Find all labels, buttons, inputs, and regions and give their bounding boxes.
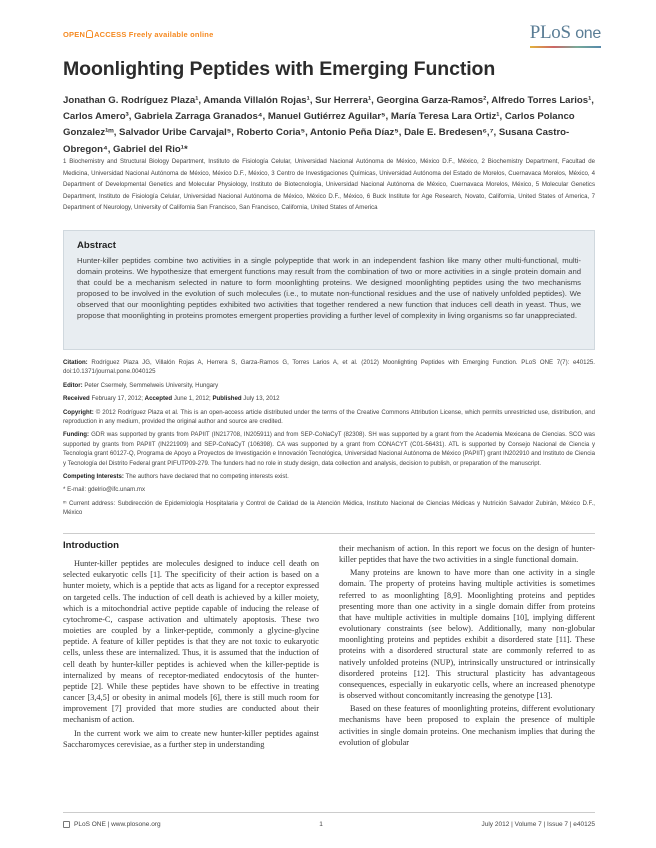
page-footer: [63, 821, 595, 828]
abstract-text: Hunter-killer peptides combine two activities in a single polypeptide that work in an independent fashion like many other multi-functional, multi-domain proteins. We hypothesize that emergent functions may result from the combination of two or more activities in a single protein domain and that could be a mechanism selected in nature to form moonlighting proteins. We designed moonlighting peptides using the two mechanisms proposed to be involved in the evolution of such molecules (i.e., to mutate non-functional residues and the use of natively unfolded peptides). We observed that our moonlighting peptides exhibited two activities that together rendered a new function that induces cell death in yeast. Thus, we propose that moonlighting in proteins promotes emergent properties providing a further level of complexity in living organisms so far unappreciated.: [77, 256, 581, 321]
intro-paragraph-4: Many proteins are known to have more than one activity in a single domain. The property of proteins having multiple activities is sometimes referred to as moonlighting [8,9]. Moonlighting proteins and peptides presenting more than one activity in a single domain differ from proteins that have multiple activities in multiple domains [10], implying different evolutionary constraints (see below). Additionally, many non-globular moonlighting proteins and peptides exhibit a disordered state [11]. These proteins with a disordered structural state are commonly referred to as natively unfolded proteins (NUP), intrinsically unstructured or intrinsically disordered proteins [12]. This structural plasticity has advantageous consequences, especially in eukaryotic cells, where an increased phenotype is observed without concomitantly increasing the genotype [13].: [339, 568, 595, 701]
affiliations: 1 Biochemistry and Structural Biology Department, Instituto de Fisiología Celular, Universidad Nacional Autónoma de México, México D.F., México, 2 Biochemistry Department, Facultad de Medicina, Universidad Nacional Autónoma de México, México D.F., México, 3 Centro de Investigaciones Químicas, Universidad Autónoma del Estado de Morelos, Cuernavaca Morelos, México, 4 Department of Developmental Genetics and Molecular Physiology, Instituto de Biotecnología, Universidad Nacional Autónoma de México, Cuernavaca Morelos, México, 5 Molecular Genetics Department, Instituto de Fisiología Celular, Universidad Nacional Autónoma de México, México D.F., México, 6 Buck Institute for Age Research, Novato, California, United States of America, 7 Department of Neurology, University of California San Francisco, San Francisco, California, United States of America: [63, 158, 595, 211]
current-address: ᵐ Current address: Subdirección de Epidemiología Hospitalaria y Control de Calidad de la Atención Médica, Instituto Nacional de Ciencias Médicas y Nutrición Salvador Zubirán, México D.F., México: [63, 499, 595, 517]
left-column: [63, 540, 319, 752]
email: * E-mail: gdelrio@ifc.unam.mx: [63, 486, 146, 494]
editor: Editor: Peter Csermely, Semmelweis University, Hungary: [63, 381, 219, 389]
intro-paragraph-3: their mechanism of action. In this report we focus on the design of hunter-killer peptides that have the two activities in a single functional domain.: [339, 544, 595, 565]
competing-interests: Competing Interests: The authors have declared that no competing interests exist.: [63, 473, 289, 481]
right-column: [339, 543, 595, 750]
abstract-box: [63, 230, 595, 350]
copyright: Copyright: © 2012 Rodríguez Plaza et al. This is an open-access article distributed under the terms of the Creative Commons Attribution License, which permits unrestricted use, distribution, and reproduction in any medium, provided the original author and source are credited.: [63, 408, 595, 426]
footer-journal: PLoS ONE | www.plosone.org: [74, 821, 161, 828]
funding: Funding: GDR was supported by grants from PAPIIT (IN217708, IN205911) and from SEP-CoNaCyT (82308). SH was supported by a grant from the Academia Mexicana de Ciencias. SCO was supported by grants from PAPIIT (IN221909) and SEP-CoNaCyT (106398). CA was supported by a grant from CONACYT (C01-56431). ATL is supported by Consejo Nacional de Ciencia y Tecnología grant 60127-Q, Programa de Apoyo a Proyectos de Investigación e Innovación Tecnológica, Universidad Nacional Autónoma de México (PAPIIT) grant IN202910 and Instituto de Ciencia y Tecnología del Distrito Federal grant PIFUTP09-279. The funders had no role in study design, data collection and analysis, decision to publish, or preparation of the manuscript.: [63, 431, 595, 467]
article-metadata: [63, 358, 595, 522]
intro-paragraph-1: Hunter-killer peptides are molecules designed to induce cell death on selected eukaryotic cells [1]. The specificity of their action is based on a hunter moiety, which is a peptide that acts as ligand for a receptor expressed on targeted cells. The induction of cell death is achieved by a killer moiety, which is a mitochondrial active peptide capable of inducing the release of cytochrome-C, caspase activation and ultimately apoptosis. These two moieties are coupled by a linker-peptide, commonly a glycine-glycine peptide. A feature of killer peptides is that they are not toxic to eukaryotic cells, unless these are internalized. Thus, it is assumed that the induction of cell death by hunter-killer peptides is achieved when the killer-peptide is internalized by means of receptor-mediated endocytosis of the hunter-peptide [2]. While these peptides have shown to be effective in treating cancer [3,4,5] or obesity in animal models [6], there is still much room for improvement [7] provided that more studies are conducted about their mechanism of action.: [63, 559, 319, 725]
open-access-label: OPEN ACCESS Freely available online: [63, 30, 214, 39]
page-number: 1: [319, 821, 323, 828]
section-divider: [63, 533, 595, 534]
intro-paragraph-2: In the current work we aim to create new hunter-killer peptides against Saccharomyces cerevisiae, as a further step in understanding: [63, 728, 319, 749]
footer-divider: [63, 812, 595, 813]
open-lock-icon: [86, 30, 93, 38]
logo-stripe: [530, 46, 601, 48]
article-title: Moonlighting Peptides with Emerging Function: [63, 58, 496, 80]
plos-icon: [63, 821, 70, 828]
footer-issue: July 2012 | Volume 7 | Issue 7 | e40125: [481, 821, 595, 828]
journal-logo: PLoS one: [530, 22, 601, 44]
intro-paragraph-5: Based on these features of moonlighting proteins, different evolutionary mechanisms have been proposed to explain the presence of multiple activities in single domain proteins. One mechanism implies that during the evolution of globular: [339, 704, 595, 747]
citation: Citation: Rodríguez Plaza JG, Villalón Rojas A, Herrera S, Garza-Ramos G, Torres Larios A, et al. (2012) Moonlighting Peptides with Emerging Function. PLoS ONE 7(7): e40125. doi:10.1371/journal.pone.0040125: [63, 359, 596, 376]
dates: Received February 17, 2012; Accepted June 1, 2012; Published July 13, 2012: [63, 395, 280, 403]
intro-heading: Introduction: [63, 540, 119, 551]
author-list: Jonathan G. Rodríguez Plaza¹, Amanda Villalón Rojas¹, Sur Herrera¹, Georgina Garza-Ramos², Alfredo Torres Larios¹, Carlos Amero³, Gabriela Zarraga Granados⁴, Manuel Gutiérrez Aguilar⁵, María Teresa Lara Ortiz¹, Carlos Polanco Gonzalez¹ᵐ, Salvador Uribe Carvajal⁵, Roberto Coria⁵, Antonio Peña Díaz⁵, Dale E. Bredesen⁶,⁷, Susana Castro-Obregon⁴, Gabriel del Rio¹*: [63, 95, 594, 155]
abstract-heading: Abstract: [77, 240, 116, 251]
